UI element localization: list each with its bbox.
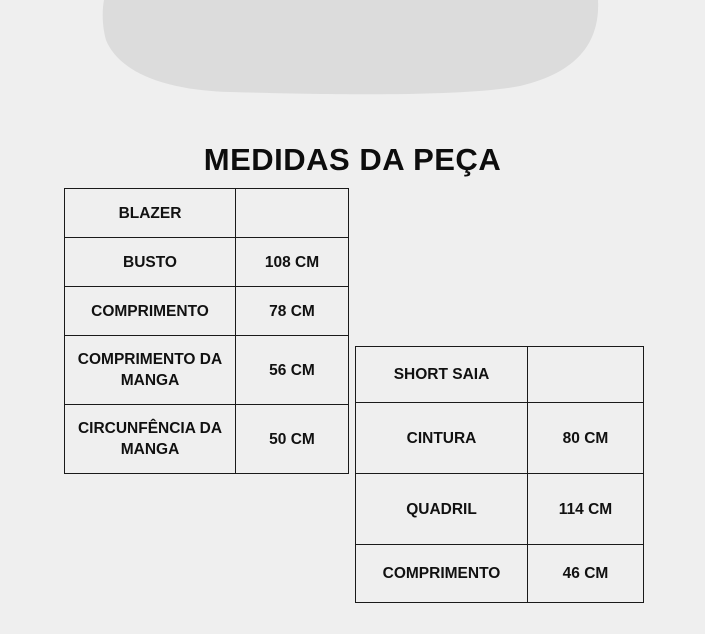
table-row (356, 403, 644, 474)
table-row (356, 545, 644, 603)
table-row (356, 474, 644, 545)
table-header-row (65, 189, 349, 238)
measure-value: 56 CM (236, 336, 349, 405)
measure-label: COMPRIMENTO (356, 545, 528, 603)
page-title: MEDIDAS DA PEÇA (203, 142, 502, 177)
measure-value: 80 CM (528, 403, 644, 474)
table-row (65, 238, 349, 287)
measure-label: COMPRIMENTO DA MANGA (65, 336, 236, 405)
measure-label: QUADRIL (356, 474, 528, 545)
measure-value: 50 CM (236, 405, 349, 474)
table-row (65, 287, 349, 336)
measure-label: BUSTO (65, 238, 236, 287)
measure-label: COMPRIMENTO (65, 287, 236, 336)
table-header-value (236, 189, 349, 238)
table-row (65, 405, 349, 474)
table-header-label: SHORT SAIA (356, 347, 528, 403)
table-header-label: BLAZER (65, 189, 236, 238)
table-row (65, 336, 349, 405)
decorative-blob (0, 0, 705, 110)
measure-value: 78 CM (236, 287, 349, 336)
blazer-size-table (64, 188, 349, 474)
measure-value: 114 CM (528, 474, 644, 545)
measure-value: 46 CM (528, 545, 644, 603)
table-header-value (528, 347, 644, 403)
measure-label: CINTURA (356, 403, 528, 474)
measure-label: CIRCUNFÊNCIA DA MANGA (65, 405, 236, 474)
measure-value: 108 CM (236, 238, 349, 287)
short-saia-size-table (355, 346, 644, 603)
table-header-row (356, 347, 644, 403)
